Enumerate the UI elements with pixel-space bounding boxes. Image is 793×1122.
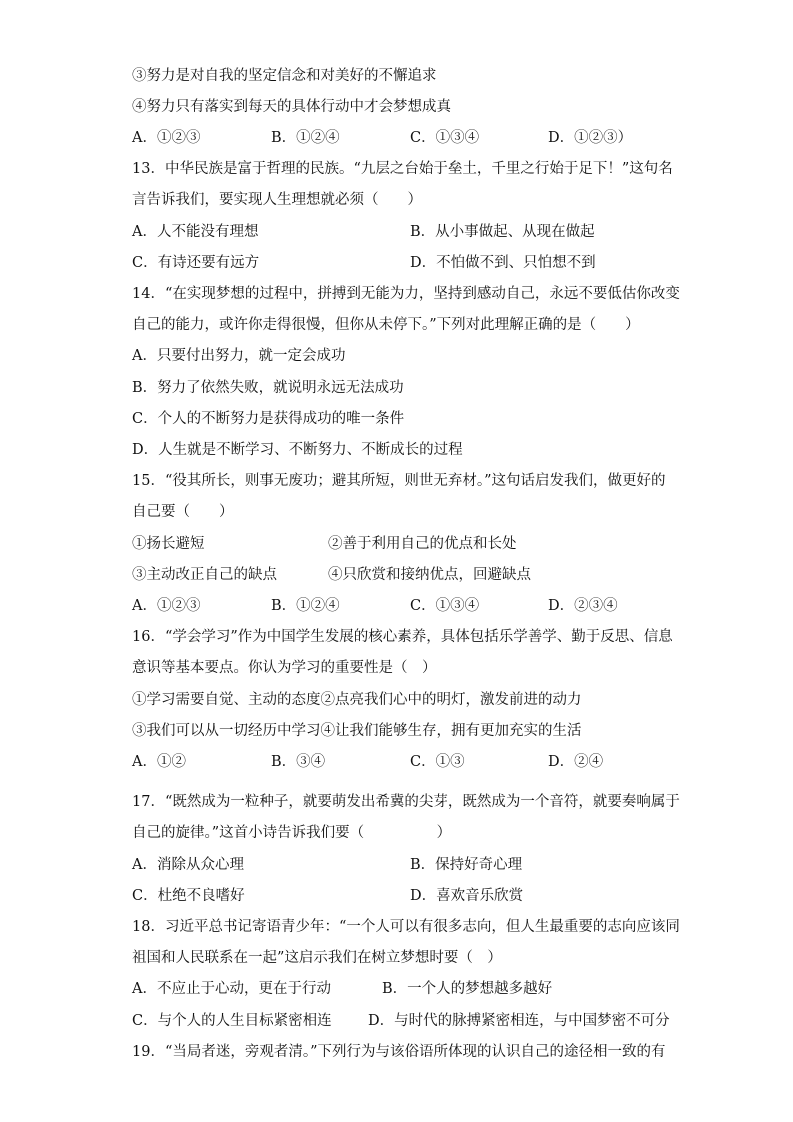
q15-statement-3: ③主动改正自己的缺点 — [132, 567, 277, 583]
q15-statement-4: ④只欣赏和接纳优点，回避缺点 — [328, 567, 531, 583]
q13-option-c: C．有诗还要有远方 — [132, 255, 260, 271]
q13-stem-line1: 13．中华民族是富于哲理的民族。“九层之台始于垒土，千里之行始于足下！”这句名 — [132, 161, 673, 177]
q14-stem-line1: 14．“在实现梦想的过程中，拼搏到无能为力，坚持到感动自己，永远不要低估你改变 — [132, 286, 680, 302]
q12-statement-4: ④努力只有落实到每天的具体行动中才会梦想成真 — [132, 99, 451, 115]
q13-option-a: A．人不能没有理想 — [132, 224, 259, 240]
q15-stem-line1: 15．“役其所长，则事无废功；避其所短，则世无弃材。”这句话启发我们，做更好的 — [132, 473, 666, 489]
q12-option-d: D．①②③） — [548, 130, 633, 146]
q14-option-d: D．人生就是不断学习、不断努力、不断成长的过程 — [132, 442, 463, 458]
q17-option-a: A．消除从众心理 — [132, 857, 244, 873]
q18-option-c: C．与个人的人生目标紧密相连 — [132, 1013, 332, 1029]
q15-statement-2: ②善于利用自己的优点和长处 — [328, 536, 517, 552]
q17-option-d: D．喜欢音乐欣赏 — [410, 888, 524, 904]
q14-stem-line2: 自己的能力，或许你走得很慢，但你从未停下。”下列对此理解正确的是（ ） — [132, 317, 640, 333]
q17-option-b: B．保持好奇心理 — [410, 857, 523, 873]
q18-option-d: D．与时代的脉搏紧密相连，与中国梦密不可分 — [368, 1013, 670, 1029]
q15-option-a: A．①②③ — [132, 598, 201, 614]
q14-option-b: B．努力了依然失败，就说明永远无法成功 — [132, 380, 404, 396]
q15-option-c: C．①③④ — [410, 598, 480, 614]
q17-option-c: C．杜绝不良嗜好 — [132, 888, 245, 904]
q18-stem-line2: 祖国和人民联系在一起”这启示我们在树立梦想时要（ ） — [132, 950, 502, 966]
q18-option-b: B．一个人的梦想越多越好 — [382, 981, 553, 997]
q14-option-c: C．个人的不断努力是获得成功的唯一条件 — [132, 411, 405, 427]
q17-stem-line1: 17．“既然成为一粒种子，就要萌发出希冀的尖芽，既然成为一个音符，就要奏响属于 — [132, 794, 680, 810]
q16-statements-3-4: ③我们可以从一切经历中学习④让我们能够生存，拥有更加充实的生活 — [132, 723, 582, 739]
q16-stem-line2: 意识等基本要点。你认为学习的重要性是（ ） — [132, 660, 437, 676]
q19-stem-line1: 19．“当局者迷，旁观者清。”下列行为与该俗语所体现的认识自己的途径相一致的有 — [132, 1044, 666, 1060]
q17-stem-line2: 自己的旋律。”这首小诗告诉我们要（ ） — [132, 825, 452, 841]
q16-stem-line1: 16．“学会学习”作为中国学生发展的核心素养，具体包括乐学善学、勤于反思、信息 — [132, 629, 673, 645]
q13-option-d: D．不怕做不到、只怕想不到 — [410, 255, 596, 271]
q15-option-b: B．①②④ — [271, 598, 340, 614]
q15-option-d: D．②③④ — [548, 598, 618, 614]
q12-option-c: C．①③④ — [410, 130, 480, 146]
q15-statement-1: ①扬长避短 — [132, 536, 205, 552]
q16-statements-1-2: ①学习需要自觉、主动的态度②点亮我们心中的明灯，激发前进的动力 — [132, 692, 582, 708]
q14-option-a: A．只要付出努力，就一定会成功 — [132, 348, 346, 364]
q15-stem-line2: 自己要（ ） — [132, 504, 234, 520]
q16-option-c: C．①③ — [410, 754, 465, 770]
q12-option-b: B．①②④ — [271, 130, 340, 146]
q16-option-b: B．③④ — [271, 754, 326, 770]
q16-option-d: D．②④ — [548, 754, 604, 770]
q13-option-b: B．从小事做起、从现在做起 — [410, 224, 595, 240]
q18-stem-line1: 18．习近平总书记寄语青少年：“一个人可以有很多志向，但人生最重要的志向应该同 — [132, 919, 680, 935]
q13-stem-line2: 言告诉我们，要实现人生理想就必须（ ） — [132, 192, 422, 208]
q12-option-a: A．①②③ — [132, 130, 201, 146]
q16-option-a: A．①② — [132, 754, 186, 770]
q12-statement-3: ③努力是对自我的坚定信念和对美好的不懈追求 — [132, 68, 437, 84]
q18-option-a: A．不应止于心动，更在于行动 — [132, 981, 331, 997]
